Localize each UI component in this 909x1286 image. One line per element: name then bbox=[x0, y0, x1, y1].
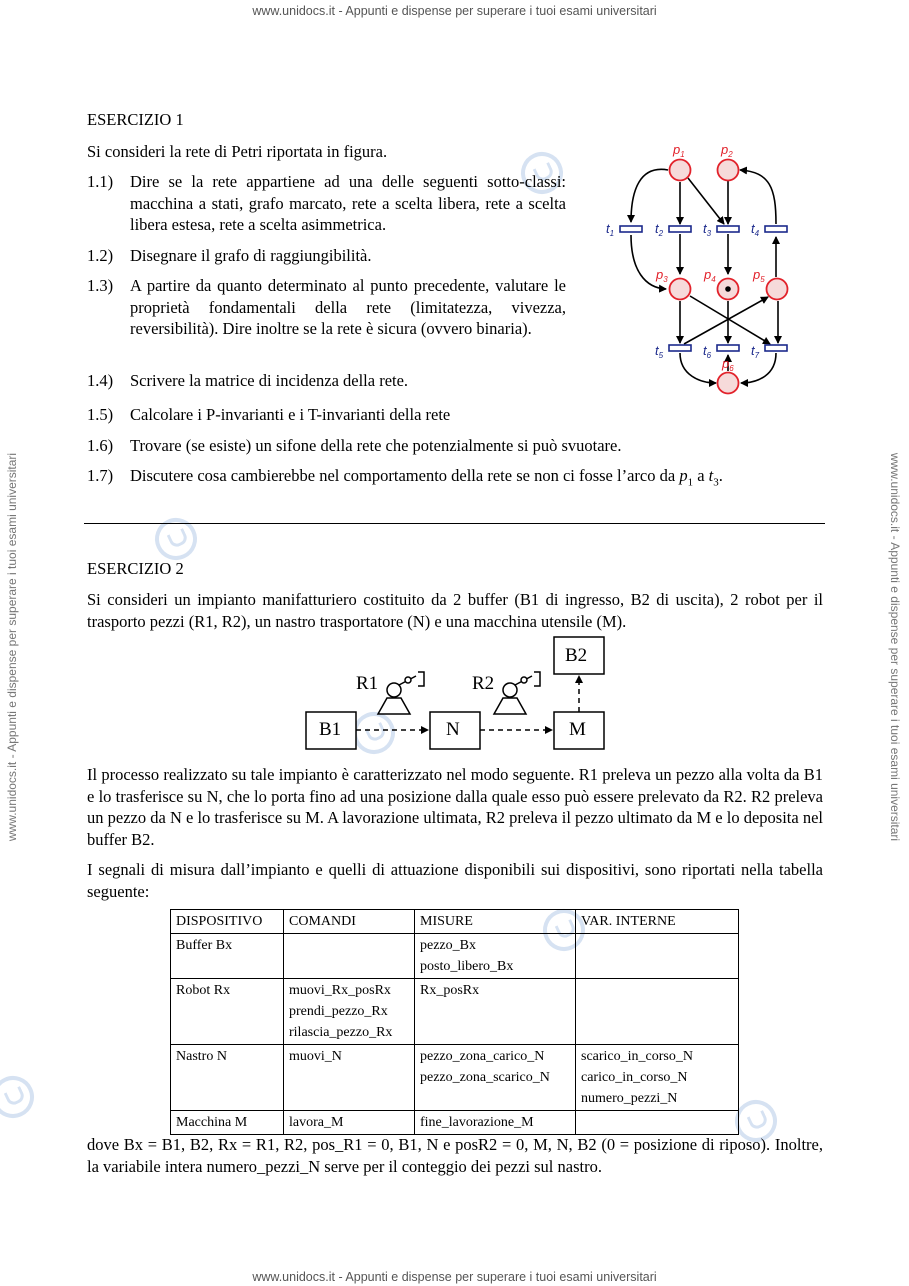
watermark-left: www.unidocs.it - Appunti e dispense per superare i tuoi esami universitari bbox=[5, 452, 19, 842]
petri-net-figure bbox=[600, 135, 800, 397]
transition-t3 bbox=[717, 226, 739, 232]
table-cell bbox=[576, 979, 739, 1045]
table-cell bbox=[415, 934, 576, 979]
cell-line: numero_pezzi_N bbox=[581, 1091, 678, 1106]
table-cell bbox=[284, 1111, 415, 1135]
label-b1: B1 bbox=[319, 719, 342, 740]
exercise-2-title: ESERCIZIO 2 bbox=[87, 559, 184, 578]
table-row bbox=[171, 934, 739, 979]
label-t2: $t_2$ bbox=[655, 221, 664, 238]
item-text-part: Discutere cosa cambierebbe nel comportamento della rete se non ci fosse l’arco da bbox=[130, 466, 676, 485]
item-number: 1.3) bbox=[87, 276, 114, 295]
closing-paragraph: dove Bx = B1, B2, Rx = R1, R2, pos_R1 = 0, B1, N e posR2 = 0, M, N, B2 (0 = posizione di riposo). Inoltre, la variabile intera numero_pezzi_N serve per il conteggio dei pezzi sul nastro. bbox=[87, 1135, 823, 1176]
cell-line: prendi_pezzo_Rx bbox=[289, 1004, 388, 1019]
cell-line: muovi_Rx_posRx bbox=[289, 983, 391, 998]
table-cell bbox=[171, 934, 284, 979]
watermark-header: www.unidocs.it - Appunti e dispense per superare i tuoi esami universitari bbox=[252, 4, 657, 18]
place-p6 bbox=[718, 373, 739, 394]
label-t4: $t_4$ bbox=[751, 221, 760, 238]
table-header-cell: VAR. INTERNE bbox=[576, 910, 739, 934]
watermark-logo-icon bbox=[0, 1069, 41, 1125]
signals-description: I segnali di misura dall’impianto e quelli di attuazione disponibili sui dispositivi, sono riportati nella tabella seguente: bbox=[87, 860, 823, 901]
transition-symbol: t bbox=[708, 466, 714, 485]
table-cell bbox=[415, 1111, 576, 1135]
watermark-right: www.unidocs.it - Appunti e dispense per superare i tuoi esami universitari bbox=[888, 452, 902, 842]
label-t5: $t_5$ bbox=[655, 343, 664, 360]
exercise-2-intro: Si consideri un impianto manifatturiero costituito da 2 buffer (B1 di ingresso, B2 di uscita), 2 robot per il trasporto pezzi (R1, R2), un nastro trasportatore (N) e una macchina utensile (M). bbox=[87, 590, 823, 631]
cell-line: muovi_N bbox=[289, 1049, 342, 1064]
label-p5: $p_5$ bbox=[753, 267, 765, 284]
item-number: 1.5) bbox=[87, 405, 114, 424]
item-text: Trovare (se esiste) un sifone della rete che potenzialmente si può svuotare. bbox=[130, 436, 622, 455]
item-text-part: . bbox=[718, 466, 723, 485]
table-header-cell: COMANDI bbox=[284, 910, 415, 934]
item-text: A partire da quanto determinato al punto precedente, valutare le proprietà fondamentali della rete (limitatezza, vivezza, reversibilità). Dire inoltre se la rete è sicura (ovvero binaria). bbox=[130, 276, 566, 338]
transition-t1 bbox=[620, 226, 642, 232]
table-header-cell: DISPOSITIVO bbox=[171, 910, 284, 934]
label-m: M bbox=[569, 719, 586, 740]
table-cell bbox=[576, 1111, 739, 1135]
transition-t4 bbox=[765, 226, 787, 232]
cell-line: Robot Rx bbox=[176, 983, 231, 998]
cell-line: rilascia_pezzo_Rx bbox=[289, 1025, 393, 1040]
item-text: Calcolare i P-invarianti e i T-invarianti della rete bbox=[130, 405, 451, 424]
table-cell bbox=[171, 1045, 284, 1111]
label-b2: B2 bbox=[565, 645, 588, 666]
table-cell bbox=[576, 1045, 739, 1111]
cell-line: Macchina M bbox=[176, 1115, 248, 1130]
label-r1: R1 bbox=[356, 673, 379, 694]
label-p4: $p_4$ bbox=[704, 267, 716, 284]
table-cell bbox=[171, 979, 284, 1045]
label-t7: $t_7$ bbox=[751, 343, 760, 360]
table-row bbox=[171, 979, 739, 1045]
table-row bbox=[171, 1111, 739, 1135]
cell-line: Nastro N bbox=[176, 1049, 227, 1064]
item-text: Dire se la rete appartiene ad una delle seguenti sotto-classi: macchina a stati, grafo marcato, rete a scelta libera, rete a scelta libera estesa, rete a scelta asimmetrica. bbox=[130, 172, 566, 234]
robot-r2-icon bbox=[494, 672, 540, 714]
table-cell bbox=[576, 934, 739, 979]
transition-t5 bbox=[669, 345, 691, 351]
robot-r1-icon bbox=[378, 672, 424, 714]
place-p5 bbox=[767, 279, 788, 300]
place-symbol: p bbox=[679, 466, 688, 485]
label-p1: $p_1$ bbox=[673, 142, 685, 159]
cell-line: Rx_posRx bbox=[420, 983, 480, 998]
table-cell bbox=[415, 979, 576, 1045]
table-cell bbox=[284, 1045, 415, 1111]
table-cell bbox=[171, 1111, 284, 1135]
place-p2 bbox=[718, 160, 739, 181]
item-number: 1.1) bbox=[87, 172, 114, 191]
section-divider bbox=[84, 523, 825, 524]
label-t1: $t_1$ bbox=[606, 221, 615, 238]
place-subscript: 1 bbox=[687, 476, 694, 489]
cell-line: lavora_M bbox=[289, 1115, 344, 1130]
table-row bbox=[171, 1045, 739, 1111]
table-cell bbox=[415, 1045, 576, 1111]
exercise-1-intro: Si consideri la rete di Petri riportata in figura. bbox=[87, 142, 388, 161]
cell-line: Buffer Bx bbox=[176, 938, 233, 953]
token-p4 bbox=[725, 286, 731, 292]
signals-table bbox=[170, 909, 739, 1135]
item-text: Disegnare il grafo di raggiungibilità. bbox=[130, 246, 372, 265]
table-cell bbox=[284, 979, 415, 1045]
label-r2: R2 bbox=[472, 673, 495, 694]
cell-line: pezzo_Bx bbox=[420, 938, 476, 953]
watermark-footer: www.unidocs.it - Appunti e dispense per superare i tuoi esami universitari bbox=[252, 1270, 657, 1284]
transition-t2 bbox=[669, 226, 691, 232]
label-p3: $p_3$ bbox=[656, 267, 668, 284]
place-p1 bbox=[670, 160, 691, 181]
place-p3 bbox=[670, 279, 691, 300]
item-text-arc bbox=[130, 465, 810, 494]
item-number: 1.4) bbox=[87, 371, 114, 390]
cell-line: scarico_in_corso_N bbox=[581, 1049, 693, 1064]
label-n: N bbox=[446, 719, 460, 740]
exercise-1-title: ESERCIZIO 1 bbox=[87, 110, 184, 129]
cell-line: posto_libero_Bx bbox=[420, 959, 514, 974]
transition-t7 bbox=[765, 345, 787, 351]
item-number: 1.6) bbox=[87, 436, 114, 455]
item-text: Scrivere la matrice di incidenza della rete. bbox=[130, 371, 409, 390]
item-text-part: a bbox=[697, 466, 705, 485]
label-t3: $t_3$ bbox=[703, 221, 712, 238]
transition-t6 bbox=[717, 345, 739, 351]
transition-subscript: 3 bbox=[713, 476, 719, 489]
cell-line: pezzo_zona_carico_N bbox=[420, 1049, 545, 1064]
item-number: 1.2) bbox=[87, 246, 114, 265]
table-header-cell: MISURE bbox=[415, 910, 576, 934]
label-t6: $t_6$ bbox=[703, 343, 712, 360]
cell-line: fine_lavorazione_M bbox=[420, 1115, 534, 1130]
table-cell bbox=[284, 934, 415, 979]
table-header-row bbox=[171, 910, 739, 934]
item-number: 1.7) bbox=[87, 466, 114, 485]
cell-line: pezzo_zona_scarico_N bbox=[420, 1070, 550, 1085]
label-p6: $p_6$ bbox=[722, 356, 734, 373]
process-description: Il processo realizzato su tale impianto è caratterizzato nel modo seguente. R1 preleva un pezzo alla volta da B1 e lo trasferisce su N, che lo porta fino ad una posizione dalla quale esso può essere prelevato da R2. R2 preleva un pezzo da N e lo trasferisce su M. A lavorazione ultimata, R2 preleva il pezzo ultimato da M e lo deposita nel buffer B2. bbox=[87, 765, 823, 849]
label-p2: $p_2$ bbox=[721, 142, 733, 159]
cell-line: carico_in_corso_N bbox=[581, 1070, 688, 1085]
